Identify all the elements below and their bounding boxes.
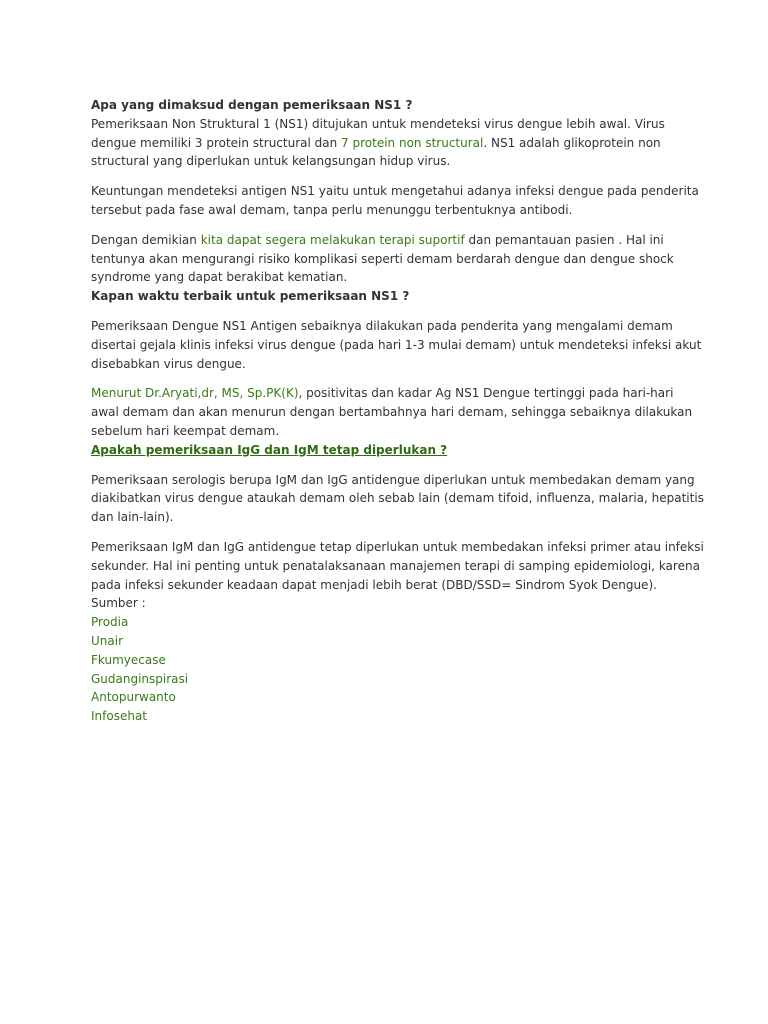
heading-igg-igm-link[interactable]: Apakah pemeriksaan IgG dan IgM tetap diperlukan ?: [91, 442, 448, 457]
text-line: sekunder. Hal ini penting untuk penatalaksanaan manajemen terapi di samping epidemiologi, karena: [91, 558, 700, 573]
sources-list: [91, 613, 681, 726]
paragraph-ns1-when: [91, 317, 702, 373]
text-line: [91, 134, 681, 153]
paragraph-ns1-intro: [91, 115, 681, 171]
text-segment: dan pemantauan pasien . Hal ini: [468, 232, 664, 247]
source-link-gudanginspirasi[interactable]: Gudanginspirasi: [91, 671, 189, 686]
text-line: tersebut pada fase awal demam, tanpa perlu menunggu terbentuknya antibodi.: [91, 202, 573, 217]
paragraph-serology: [91, 471, 704, 527]
text-line: [91, 231, 681, 250]
text-segment: , positivitas dan kadar Ag NS1 Dengue tertinggi pada hari-hari: [298, 386, 674, 401]
text-line: structural yang diperlukan untuk kelangsungan hidup virus.: [91, 154, 451, 169]
text-line: Pemeriksaan serologis berupa IgM dan IgG antidengue diperlukan untuk membedakan demam yang: [91, 472, 695, 487]
text-line: dan lain-lain).: [91, 510, 174, 525]
text-line: Pemeriksaan Dengue NS1 Antigen sebaiknya dilakukan pada penderita yang mengalami demam: [91, 318, 673, 333]
link-7-protein-non-structural[interactable]: 7 protein non structural: [341, 135, 484, 150]
text-line: sebelum hari keempat demam.: [91, 423, 280, 438]
heading-ns1-timing: Kapan waktu terbaik untuk pemeriksaan NS1 ?: [91, 289, 410, 304]
source-link-fkumyecase[interactable]: Fkumyecase: [91, 652, 166, 667]
paragraph-ns1-therapy: [91, 231, 681, 287]
text-line: [91, 384, 681, 403]
link-terapi-suportif[interactable]: kita dapat segera melakukan terapi suportif: [200, 232, 469, 247]
text-segment: . NS1 adalah glikoprotein non: [483, 135, 661, 150]
text-segment: dengue memiliki 3 protein structural dan: [91, 135, 342, 150]
sources-label: Sumber :: [91, 596, 146, 611]
link-dr-aryati[interactable]: Menurut Dr.Aryati,dr, MS, Sp.PK(K): [91, 386, 299, 401]
source-link-prodia[interactable]: Prodia: [91, 615, 129, 630]
text-line: Pemeriksaan Non Struktural 1 (NS1) ditujukan untuk mendeteksi virus dengue lebih awal. Virus: [91, 116, 665, 131]
text-line: disebabkan virus dengue.: [91, 356, 246, 371]
text-line: Keuntungan mendeteksi antigen NS1 yaitu untuk mengetahui adanya infeksi dengue pada penderita: [91, 184, 699, 199]
text-line: pada infeksi sekunder keadaan dapat menjadi lebih berat (DBD/SSD= Sindrom Syok Dengue).: [91, 577, 657, 592]
text-line: syndrome yang dapat berakibat kematian.: [91, 270, 348, 285]
heading-ns1-definition: Apa yang dimaksud dengan pemeriksaan NS1 ?: [91, 98, 413, 112]
article-body: [91, 96, 704, 726]
paragraph-ns1-advantage: [91, 182, 699, 220]
text-line: awal demam dan akan menurun dengan bertambahnya hari demam, sehingga sebaiknya dilakukan: [91, 405, 693, 420]
text-segment: Dengan demikian: [91, 232, 201, 247]
source-link-infosehat[interactable]: Infosehat: [91, 709, 148, 724]
text-line: Pemeriksaan IgM dan IgG antidengue tetap diperlukan untuk membedakan infeksi primer atau infeksi: [91, 539, 704, 554]
paragraph-aryati: [91, 384, 693, 440]
source-link-unair[interactable]: Unair: [91, 633, 124, 648]
text-line: disertai gejala klinis infeksi virus dengue (pada hari 1-3 mulai demam) untuk mendeteksi infeksi akut: [91, 337, 702, 352]
source-link-antopurwanto[interactable]: Antopurwanto: [91, 690, 176, 705]
text-line: tentunya akan mengurangi risiko komplikasi seperti demam berdarah dengue dan dengue shock: [91, 251, 674, 266]
paragraph-igm-igg: [91, 538, 704, 594]
text-line: diakibatkan virus dengue ataukah demam oleh sebab lain (demam tifoid, influenza, malaria, hepatitis: [91, 491, 704, 506]
